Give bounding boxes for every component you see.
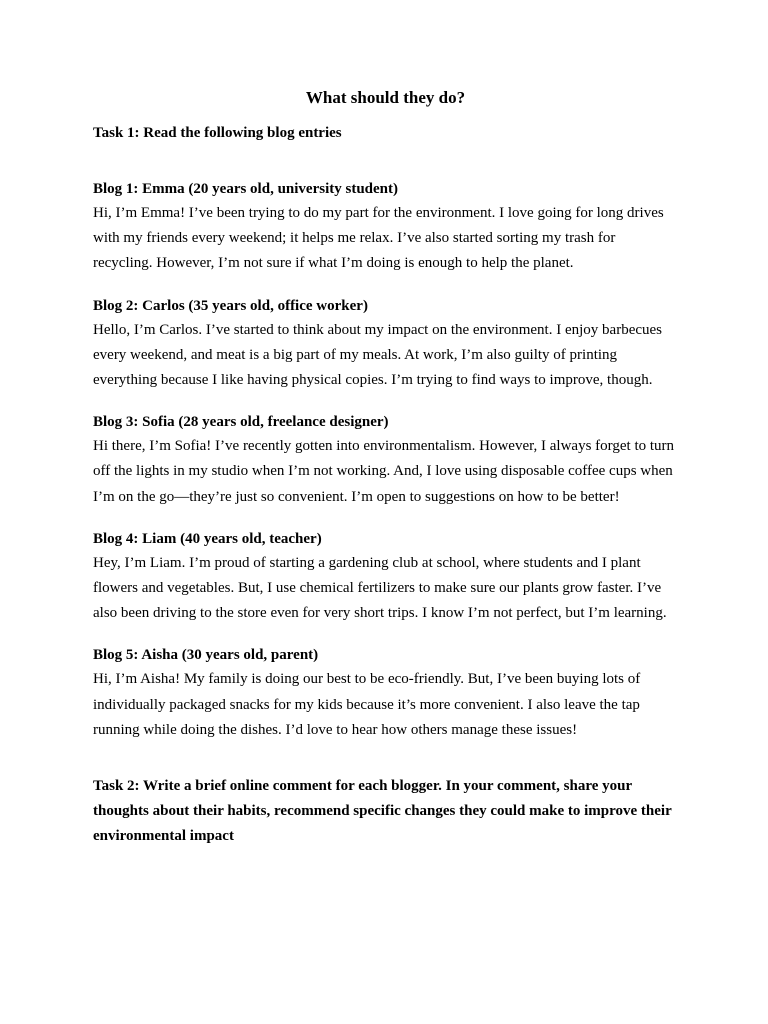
page-title: What should they do?	[305, 88, 466, 107]
blog-body: Hi, I’m Emma! I’ve been trying to do my part for the environment. I love going for long drives with my friends every weekend; it helps me relax. I’ve also started sorting my trash for recycling. However, I’m not sure if what I’m doing is enough to help the planet.	[93, 205, 664, 272]
blog-entry-1	[93, 177, 678, 277]
blog-entry-4	[93, 527, 678, 627]
blog-heading: Blog 3: Sofia (28 years old, freelance designer)	[93, 414, 389, 431]
blog-entry-3	[93, 410, 678, 510]
blog-body: Hi, I’m Aisha! My family is doing our best to be eco-friendly. But, I’ve been buying lots of individually packaged snacks for my kids because it’s more convenient. I also leave the tap running while doing the dishes. I’d love to hear how others manage these issues!	[93, 671, 641, 738]
blog-body: Hello, I’m Carlos. I’ve started to think about my impact on the environment. I enjoy barbecues every weekend, and meat is a big part of my meals. At work, I’m also guilty of printing everything because I like having physical copies. I’m trying to find ways to improve, though.	[93, 321, 663, 389]
task-1-heading: Task 1: Read the following blog entries	[93, 125, 342, 141]
blog-entry-5	[93, 643, 678, 743]
blog-heading: Blog 4: Liam (40 years old, teacher)	[93, 530, 322, 547]
task-2-instructions: Task 2: Write a brief online comment for each blogger. In your comment, share your thoughts about their habits, recommend specific changes they could make to improve their environmental impact	[93, 778, 672, 845]
blog-heading: Blog 2: Carlos (35 years old, office worker)	[93, 297, 368, 314]
blog-heading: Blog 1: Emma (20 years old, university student)	[93, 181, 398, 197]
blog-body: Hey, I’m Liam. I’m proud of starting a gardening club at school, where students and I plant flowers and vegetables. But, I use chemical fertilizers to make sure our plants grow faster. I’ve also been driving to the store even for very short trips. I know I’m not perfect, but I’m learning.	[93, 554, 667, 622]
blog-entry-2	[93, 294, 678, 394]
document-page	[93, 86, 678, 865]
blog-heading: Blog 5: Aisha (30 years old, parent)	[93, 647, 319, 664]
blog-body: Hi there, I’m Sofia! I’ve recently gotten into environmentalism. However, I always forget to turn off the lights in my studio when I’m not working. And, I love using disposable coffee cups when I’m on the go—they’re just so convenient. I’m open to suggestions on how to be better!	[93, 438, 675, 505]
